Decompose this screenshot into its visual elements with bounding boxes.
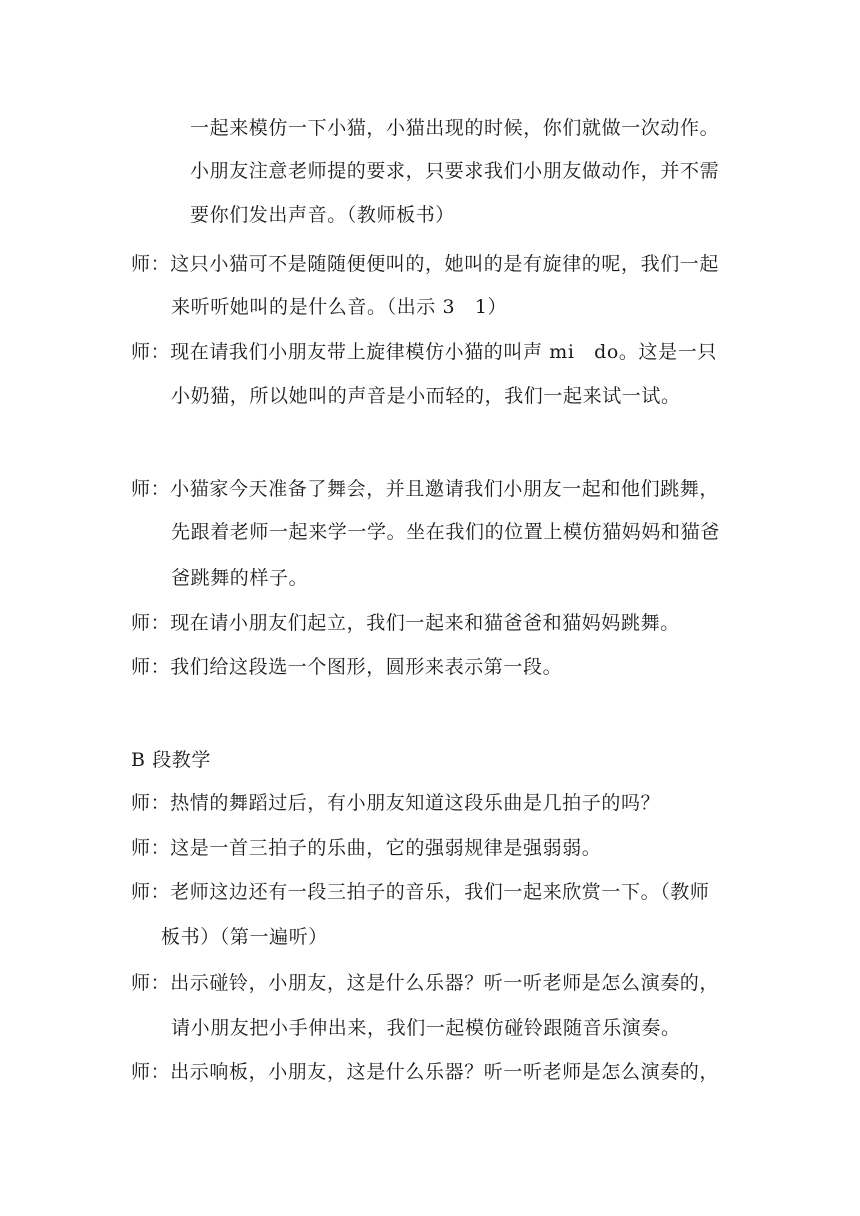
dialogue-line: 师：这是一首三拍子的乐曲，它的强弱规律是强弱弱。 xyxy=(131,837,602,859)
dialogue-line: 师：出示响板，小朋友，这是什么乐器？听一听老师是怎么演奏的， xyxy=(131,1061,720,1083)
dialogue-line: 师：现在请我们小朋友带上旋律模仿小猫的叫声 mi do。这是一只 xyxy=(131,341,717,363)
text-line: 要你们发出声音。（教师板书） xyxy=(190,204,455,226)
dialogue-line: 师：我们给这段选一个图形，圆形来表示第一段。 xyxy=(131,656,563,678)
text-line: 先跟着老师一起来学一学。坐在我们的位置上模仿猫妈妈和猫爸 xyxy=(171,521,720,543)
dialogue-line: 师：出示碰铃，小朋友，这是什么乐器？听一听老师是怎么演奏的， xyxy=(131,972,720,994)
text-line: 板书）（第一遍听） xyxy=(161,926,328,948)
text-line: 一起来模仿一下小猫，小猫出现的时候，你们就做一次动作。 xyxy=(190,117,720,139)
text-line: 请小朋友把小手伸出来，我们一起模仿碰铃跟随音乐演奏。 xyxy=(171,1017,681,1039)
dialogue-line: 师：这只小猫可不是随随便便叫的，她叫的是有旋律的呢，我们一起 xyxy=(131,253,720,275)
dialogue-line: 师：老师这边还有一段三拍子的音乐，我们一起来欣赏一下。（教师 xyxy=(131,881,710,903)
text-line: 爸跳舞的样子。 xyxy=(171,567,309,589)
text-line: 小奶猫，所以她叫的声音是小而轻的，我们一起来试一试。 xyxy=(171,385,681,407)
dialogue-line: 师：热情的舞蹈过后，有小朋友知道这段乐曲是几拍子的吗？ xyxy=(131,792,661,814)
text-line: 小朋友注意老师提的要求，只要求我们小朋友做动作，并不需 xyxy=(190,160,720,182)
dialogue-line: 师：现在请小朋友们起立，我们一起来和猫爸爸和猫妈妈跳舞。 xyxy=(131,612,680,634)
dialogue-line: 师：小猫家今天准备了舞会，并且邀请我们小朋友一起和他们跳舞， xyxy=(131,478,720,500)
text-line: 来听听她叫的是什么音。（出示 3 1） xyxy=(171,296,508,318)
section-heading: B 段教学 xyxy=(131,749,212,771)
